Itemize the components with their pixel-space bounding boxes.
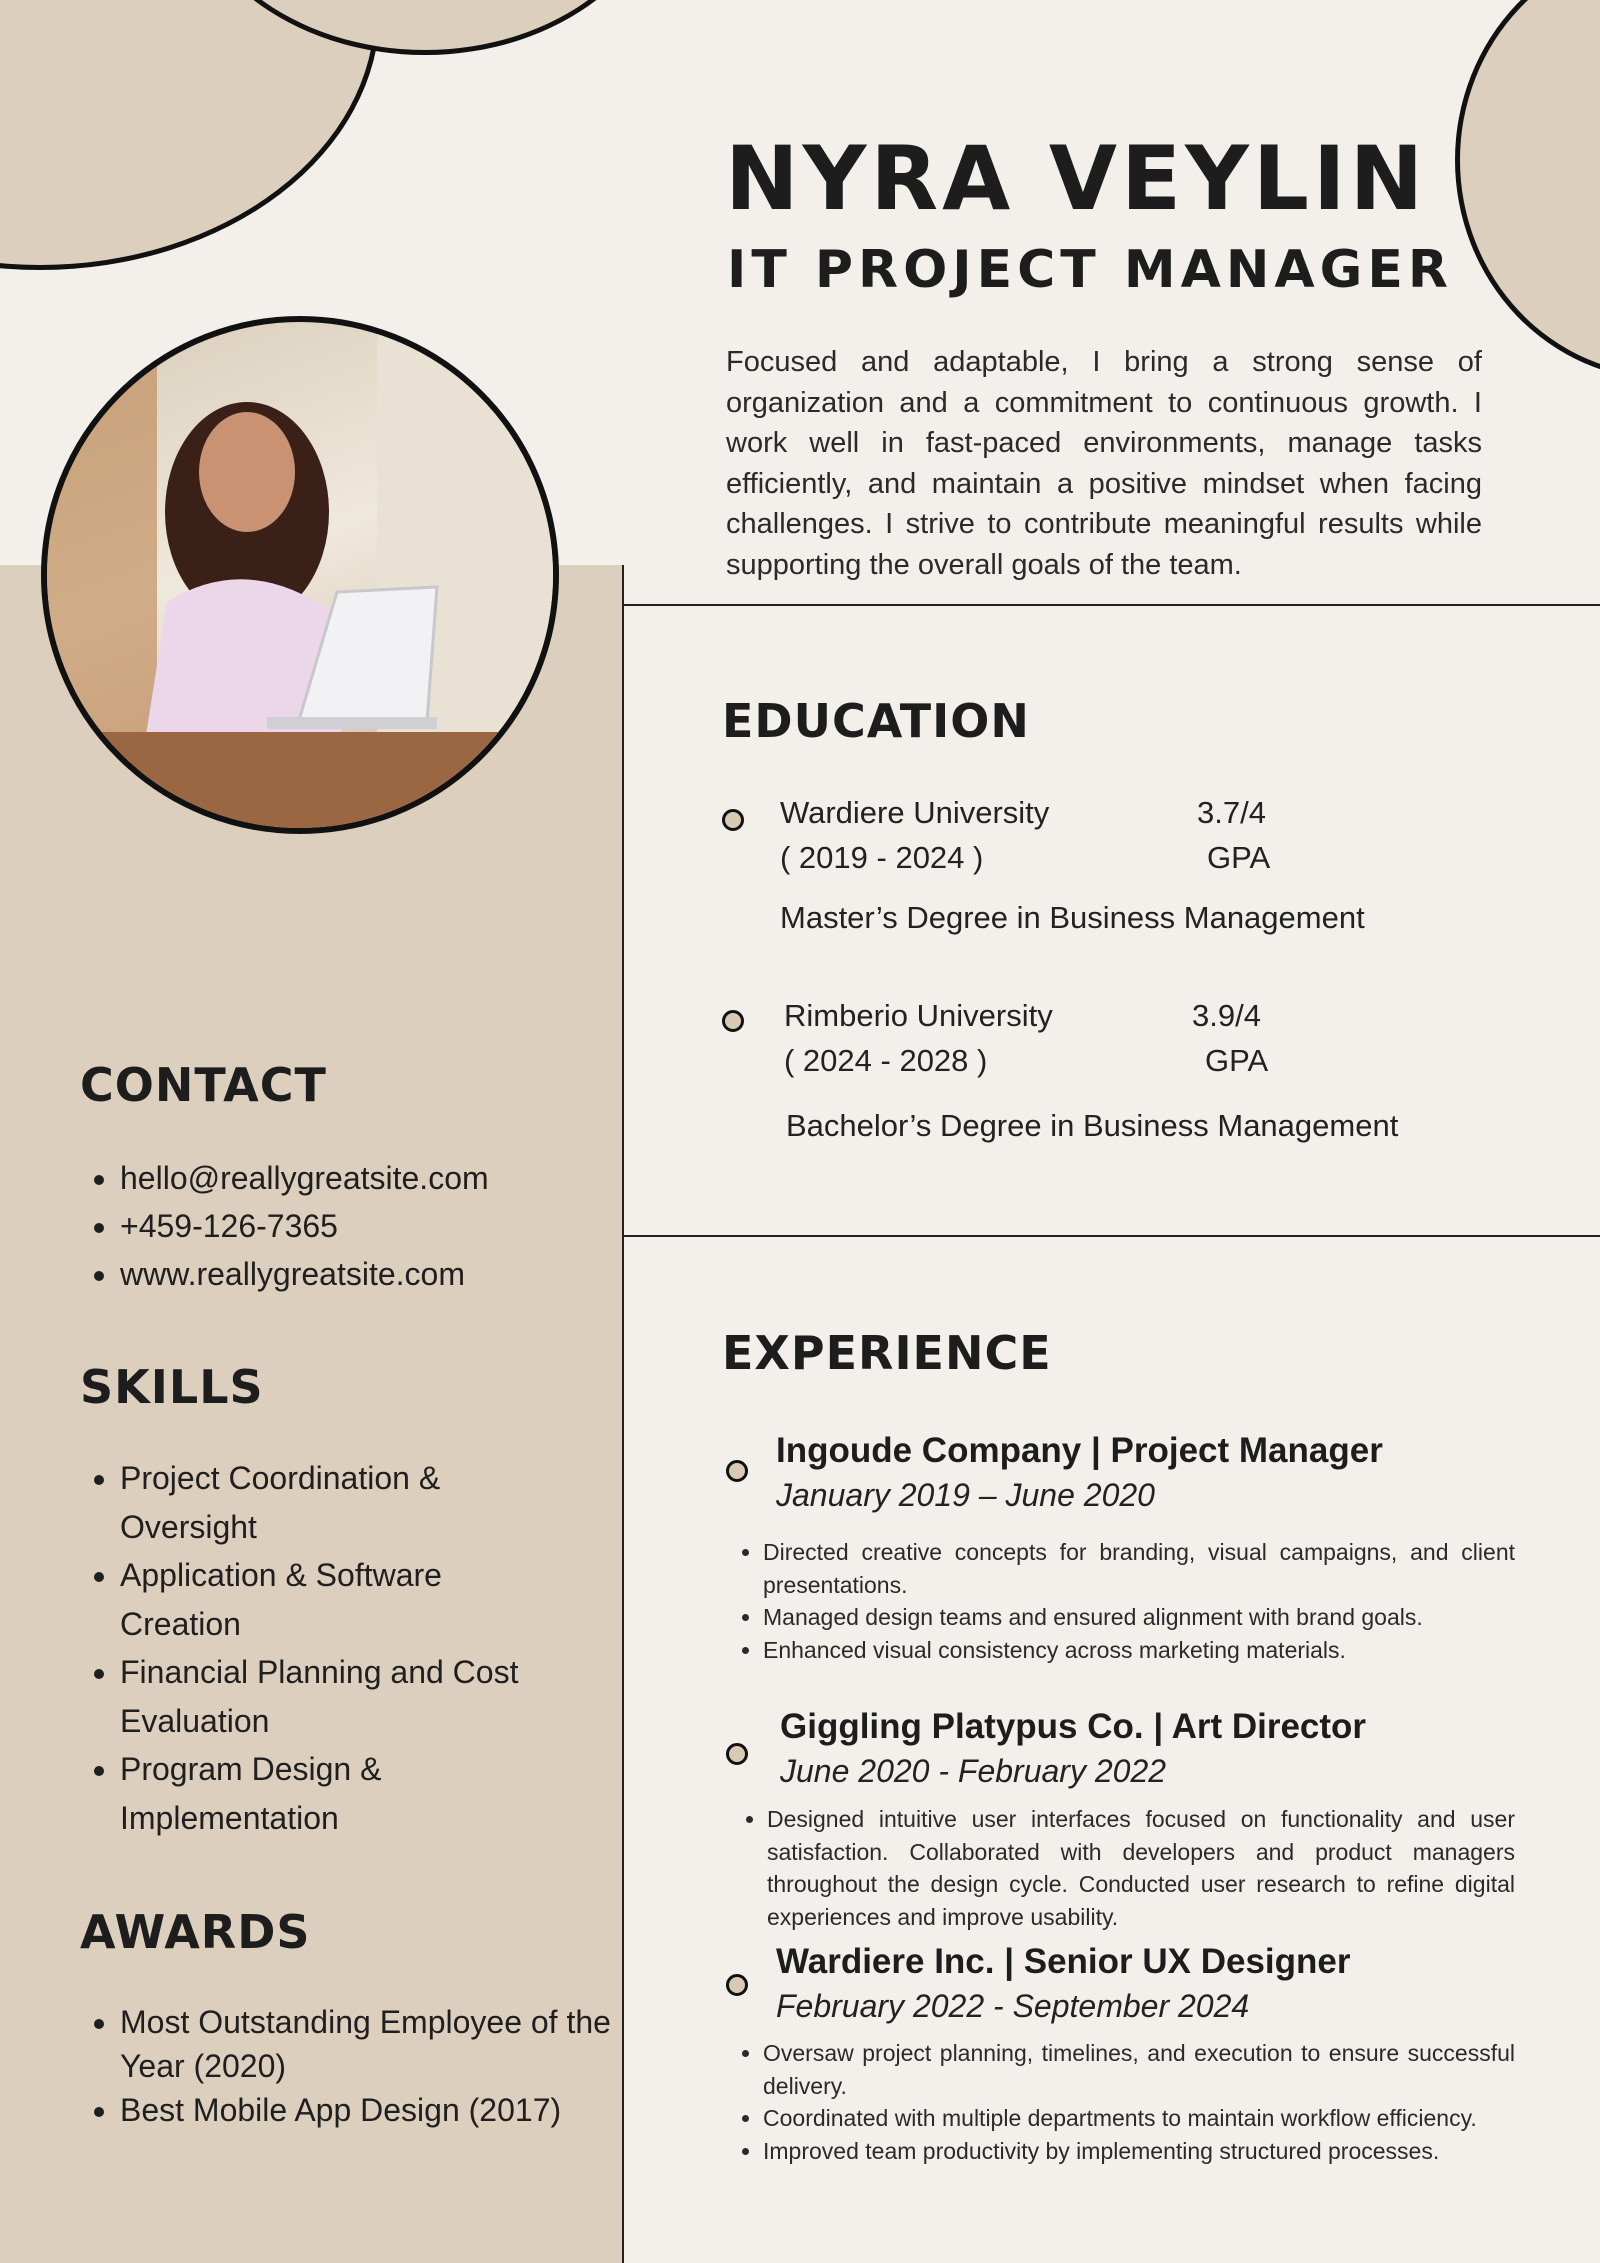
person-illustration: [47, 322, 553, 828]
profile-summary: Focused and adaptable, I bring a strong sense of organization and a commitment to continuous growth. I work well in fast-paced environments, manage tasks efficiently, and maintain a positive mindset when facing challenges. I strive to contribute meaningful results while supporting the overall goals of the team.: [726, 346, 1482, 581]
education-heading: EDUCATION: [722, 694, 1030, 748]
profile-photo: [41, 316, 559, 834]
skills-heading: SKILLS: [80, 1360, 264, 1414]
experience-bullet: • Designed intuitive user interfaces focused on functionality and user satisfaction. Collaborated with developers and product managers throughout the design cycle. Conducted user research to refine digital experiences and improve usability.: [767, 1803, 1515, 1933]
contact-website[interactable]: • www.reallygreatsite.com: [120, 1250, 640, 1298]
contact-list: [80, 1154, 640, 1298]
education-entry-marker: [722, 1010, 744, 1032]
education-degree: Bachelor’s Degree in Business Management: [786, 1108, 1399, 1143]
award-item: • Best Mobile App Design (2017): [120, 2088, 630, 2132]
decorative-circle-top-right: [1455, 0, 1600, 380]
skill-item: • Program Design & Implementation: [120, 1745, 560, 1842]
experience-dates: February 2022 - September 2024: [776, 1988, 1250, 2024]
awards-heading: AWARDS: [80, 1905, 311, 1959]
experience-bullet: • Managed design teams and ensured alignment with brand goals.: [763, 1601, 1515, 1634]
experience-entry-marker: [726, 1460, 748, 1482]
experience-heading: EXPERIENCE: [722, 1326, 1052, 1380]
skill-item: • Financial Planning and Cost Evaluation: [120, 1648, 560, 1745]
decorative-circle-top-left: [0, 0, 380, 270]
education-school: Wardiere University: [780, 795, 1050, 830]
experience-bullet: • Directed creative concepts for branding, visual campaigns, and client presentations.: [763, 1536, 1515, 1601]
experience-bullet: • Enhanced visual consistency across marketing materials.: [763, 1634, 1515, 1667]
education-gpa: 3.9/4: [1192, 998, 1261, 1033]
education-school: Rimberio University: [784, 998, 1053, 1033]
experience-dates: January 2019 – June 2020: [776, 1477, 1155, 1513]
experience-bullet: • Oversaw project planning, timelines, and execution to ensure successful delivery.: [763, 2037, 1515, 2102]
awards-list: [80, 2000, 630, 2132]
education-years: ( 2019 - 2024 ): [780, 840, 984, 875]
experience-bullets: [733, 2037, 1515, 2167]
education-degree: Master’s Degree in Business Management: [780, 900, 1365, 935]
skill-item: • Application & Software Creation: [120, 1551, 560, 1648]
education-gpa: 3.7/4: [1197, 795, 1266, 830]
contact-email[interactable]: • hello@reallygreatsite.com: [120, 1154, 640, 1202]
experience-bullet: • Improved team productivity by implementing structured processes.: [763, 2135, 1515, 2168]
education-entry-marker: [722, 809, 744, 831]
award-item: • Most Outstanding Employee of the Year (2020): [120, 2000, 630, 2088]
experience-bullet: • Coordinated with multiple departments to maintain workflow efficiency.: [763, 2102, 1515, 2135]
experience-dates: June 2020 - February 2022: [780, 1753, 1167, 1789]
divider-middle: [622, 1235, 1600, 1237]
experience-title: Ingoude Company | Project Manager: [776, 1431, 1383, 1470]
education-years: ( 2024 - 2028 ): [784, 1043, 988, 1078]
experience-bullets: [733, 1536, 1515, 1666]
education-gpa-label: GPA: [1205, 1043, 1269, 1078]
education-gpa-label: GPA: [1207, 840, 1271, 875]
experience-title: Wardiere Inc. | Senior UX Designer: [776, 1942, 1351, 1981]
experience-entry-marker: [726, 1743, 748, 1765]
contact-phone[interactable]: • +459-126-7365: [120, 1202, 640, 1250]
candidate-role: IT PROJECT MANAGER: [727, 240, 1453, 300]
skills-list: [80, 1454, 560, 1842]
experience-title: Giggling Platypus Co. | Art Director: [780, 1707, 1367, 1746]
experience-bullets: [737, 1803, 1515, 1933]
experience-entry-marker: [726, 1974, 748, 1996]
skill-item: • Project Coordination & Oversight: [120, 1454, 560, 1551]
candidate-name: NYRA VEYLIN: [725, 127, 1428, 230]
divider-top: [622, 604, 1600, 606]
contact-heading: CONTACT: [80, 1058, 327, 1112]
